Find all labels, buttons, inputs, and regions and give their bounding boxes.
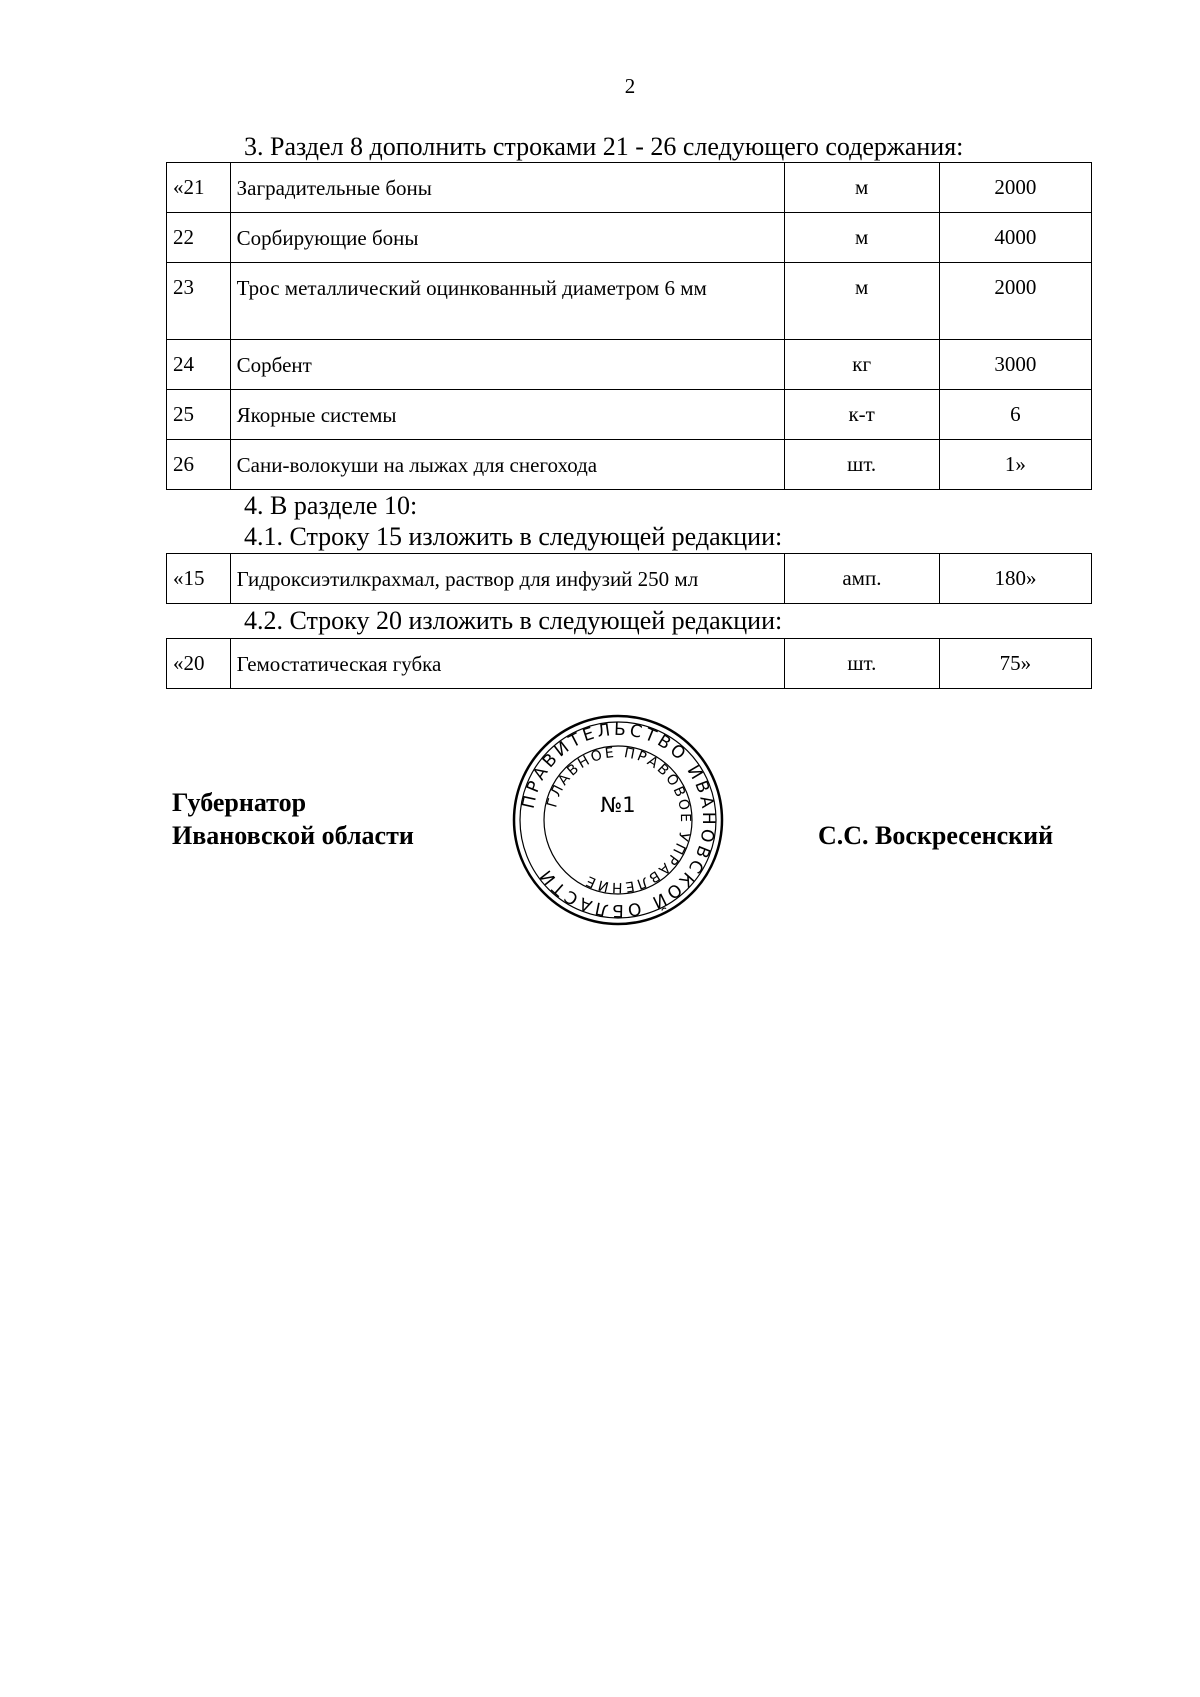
row-number: 25 (167, 390, 231, 440)
row-number: 24 (167, 340, 231, 390)
section-4-intro: 4. В разделе 10: (244, 491, 418, 520)
signatory-position (172, 786, 414, 852)
item-quantity: 75» (939, 639, 1091, 689)
row-number: 26 (167, 440, 231, 490)
table-row (167, 263, 1092, 340)
item-quantity: 3000 (939, 340, 1091, 390)
section-3-intro: 3. Раздел 8 дополнить строками 21 - 26 следующего содержания: (244, 132, 964, 161)
row-number: «21 (167, 163, 231, 213)
table-row-20 (166, 638, 1092, 689)
table-row (167, 163, 1092, 213)
row-number: 23 (167, 263, 231, 340)
official-seal (511, 713, 725, 927)
item-quantity: 2000 (939, 163, 1091, 213)
table-row (167, 390, 1092, 440)
item-quantity: 1» (939, 440, 1091, 490)
section-4-1-intro: 4.1. Строку 15 изложить в следующей редакции: (244, 522, 783, 551)
item-name: Якорные системы (230, 390, 784, 440)
table-section-8 (166, 162, 1092, 490)
item-name: Заградительные боны (230, 163, 784, 213)
seal-outer-text: ПРАВИТЕЛЬСТВО ИВАНОВСКОЙ ОБЛАСТИ (518, 719, 719, 921)
table-row (167, 554, 1092, 604)
item-name: Трос металлический оцинкованный диаметром 6 мм (230, 263, 784, 340)
seal-number: №1 (600, 793, 636, 817)
item-name: Гемостатическая губка (230, 639, 784, 689)
signatory-name: С.С. Воскресенский (818, 821, 1054, 850)
table-row (167, 440, 1092, 490)
item-unit: м (784, 163, 939, 213)
section-4-2-intro: 4.2. Строку 20 изложить в следующей редакции: (244, 606, 783, 635)
item-name: Гидроксиэтилкрахмал, раствор для инфузий 250 мл (230, 554, 784, 604)
item-unit: кг (784, 340, 939, 390)
item-quantity: 2000 (939, 263, 1091, 340)
item-unit: м (784, 263, 939, 340)
table-row-15 (166, 553, 1092, 604)
item-unit: шт. (784, 440, 939, 490)
item-name: Сорбирующие боны (230, 213, 784, 263)
item-unit: шт. (784, 639, 939, 689)
item-unit: к-т (784, 390, 939, 440)
row-number: 22 (167, 213, 231, 263)
item-name: Сорбент (230, 340, 784, 390)
item-unit: амп. (784, 554, 939, 604)
row-number: «20 (167, 639, 231, 689)
item-name: Сани-волокуши на лыжах для снегохода (230, 440, 784, 490)
position-line-2: Ивановской области (172, 821, 414, 850)
table-row (167, 639, 1092, 689)
row-number: «15 (167, 554, 231, 604)
item-unit: м (784, 213, 939, 263)
page-number: 2 (624, 74, 636, 98)
seal-inner-text: ГЛАВНОЕ ПРАВОВОЕ УПРАВЛЕНИЕ (544, 744, 694, 896)
item-quantity: 180» (939, 554, 1091, 604)
item-quantity: 6 (939, 390, 1091, 440)
position-line-1: Губернатор (172, 788, 307, 817)
table-row (167, 213, 1092, 263)
table-row (167, 340, 1092, 390)
item-quantity: 4000 (939, 213, 1091, 263)
